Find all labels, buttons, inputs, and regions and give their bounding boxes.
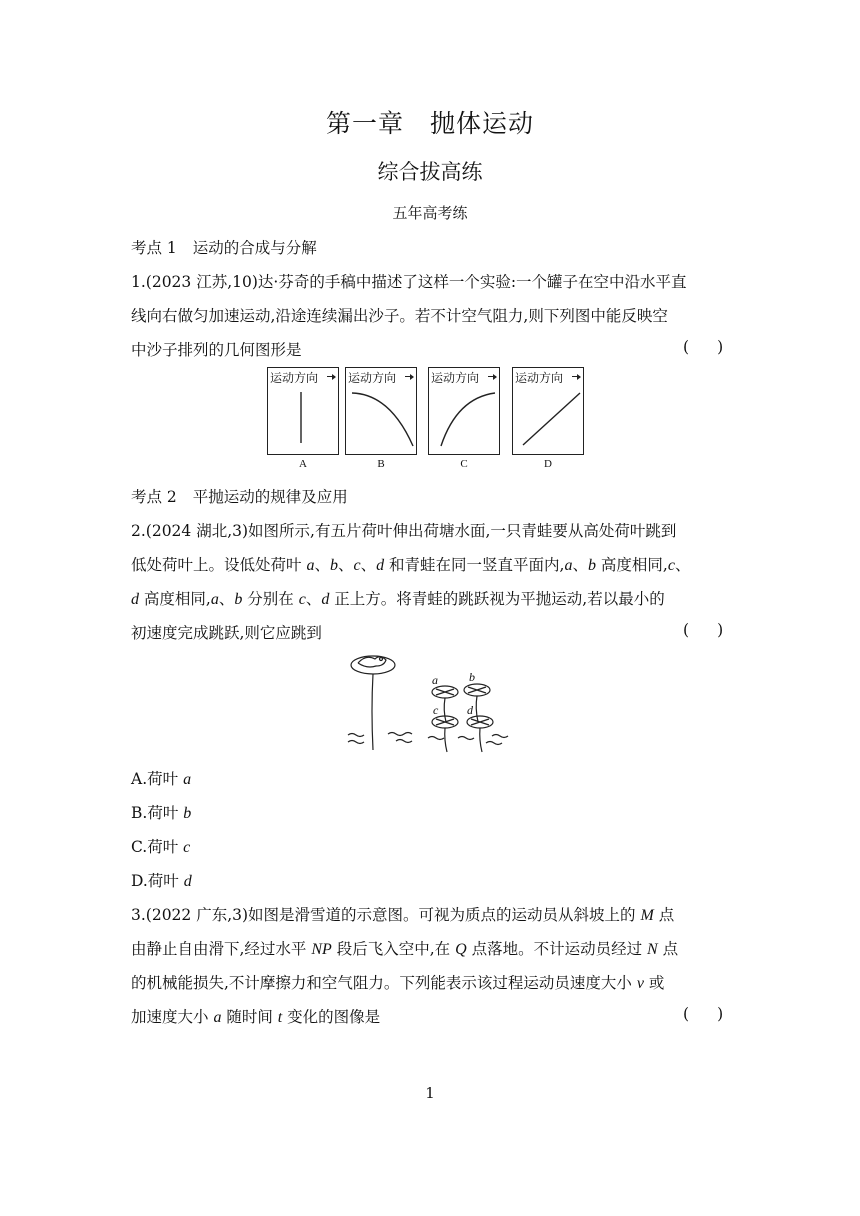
q1-answer-blank[interactable]: ( ) xyxy=(683,338,724,356)
panel-c-direction-label: 运动方向 xyxy=(431,371,480,385)
q2-line-2: 低处荷叶上。设低处荷叶 a、b、c、d 和青蛙在同一竖直平面内,a、b 高度相同,c、 xyxy=(131,556,691,574)
q2-line-1: 2.(2024 湖北,3)如图所示,有五片荷叶伸出荷塘水面,一只青蛙要从高处荷叶跳到 xyxy=(131,522,677,540)
q2-answer-blank[interactable]: ( ) xyxy=(683,621,724,639)
subsection-title: 五年高考练 xyxy=(392,204,468,222)
q2-option-b[interactable]: B.荷叶 b xyxy=(131,804,192,822)
q1-panel-c xyxy=(428,367,500,455)
chapter-name: 抛体运动 xyxy=(430,109,535,138)
figure-label-c: c xyxy=(433,703,439,717)
q1-panel-a xyxy=(267,367,339,455)
panel-a-label: A xyxy=(299,458,307,470)
panel-d-label: D xyxy=(544,458,552,470)
q3-line-2: 由静止自由滑下,经过水平 NP 段后飞入空中,在 Q 点落地。不计运动员经过 N 点 xyxy=(131,940,679,958)
figure-label-a: a xyxy=(432,673,438,687)
q1-line-3: 中沙子排列的几何图形是 xyxy=(131,341,302,359)
topic1-heading xyxy=(131,236,317,258)
topic2-text: 平抛运动的规律及应用 xyxy=(192,488,348,506)
straight-slanted-trajectory xyxy=(513,368,585,456)
topic2-heading xyxy=(131,485,348,507)
lotus-pond-figure xyxy=(340,650,520,760)
panel-b-direction-label: 运动方向 xyxy=(348,371,397,385)
panel-b-label: B xyxy=(377,458,385,470)
topic2-label: 考点 2 xyxy=(131,488,177,506)
upward-curve-trajectory xyxy=(429,368,501,456)
water-waves xyxy=(348,734,364,744)
panel-d-direction-label: 运动方向 xyxy=(515,371,564,385)
q1-line-1: 1.(2023 江苏,10)达·芬奇的手稿中描述了这样一个实验:一个罐子在空中沿水平直 xyxy=(131,273,687,291)
vertical-line-trajectory xyxy=(268,368,340,456)
q2-option-d[interactable]: D.荷叶 d xyxy=(131,872,192,890)
chapter-number: 第一章 xyxy=(325,109,404,138)
figure-label-b: b xyxy=(469,670,475,684)
q1-panel-b xyxy=(345,367,417,455)
q2-option-c[interactable]: C.荷叶 c xyxy=(131,838,191,856)
panel-c-label: C xyxy=(460,458,468,470)
q2-option-a[interactable]: A.荷叶 a xyxy=(131,770,192,788)
q3-line-1: 3.(2022 广东,3)如图是滑雪道的示意图。可视为质点的运动员从斜坡上的 M 点 xyxy=(131,906,675,924)
q3-answer-blank[interactable]: ( ) xyxy=(683,1005,724,1023)
downward-curve-trajectory xyxy=(346,368,418,456)
panel-a-direction-label: 运动方向 xyxy=(270,371,319,385)
figure-label-d: d xyxy=(467,703,473,717)
q2-line-3: d 高度相同,a、b 分别在 c、d 正上方。将青蛙的跳跃视为平抛运动,若以最小的 xyxy=(131,590,665,608)
page-number: 1 xyxy=(425,1084,435,1102)
q1-line-2: 线向右做匀加速运动,沿途连续漏出沙子。若不计空气阻力,则下列图中能反映空 xyxy=(131,307,668,325)
q1-panel-d xyxy=(512,367,584,455)
section-title: 综合拔高练 xyxy=(377,160,483,184)
chapter-title xyxy=(0,104,860,140)
q3-line-4: 加速度大小 a 随时间 t 变化的图像是 xyxy=(131,1008,381,1026)
topic1-label: 考点 1 xyxy=(131,239,177,257)
q2-line-4: 初速度完成跳跃,则它应跳到 xyxy=(131,624,322,642)
topic1-text: 运动的合成与分解 xyxy=(192,239,317,257)
q3-line-3: 的机械能损失,不计摩擦力和空气阻力。下列能表示该过程运动员速度大小 v 或 xyxy=(131,974,665,992)
